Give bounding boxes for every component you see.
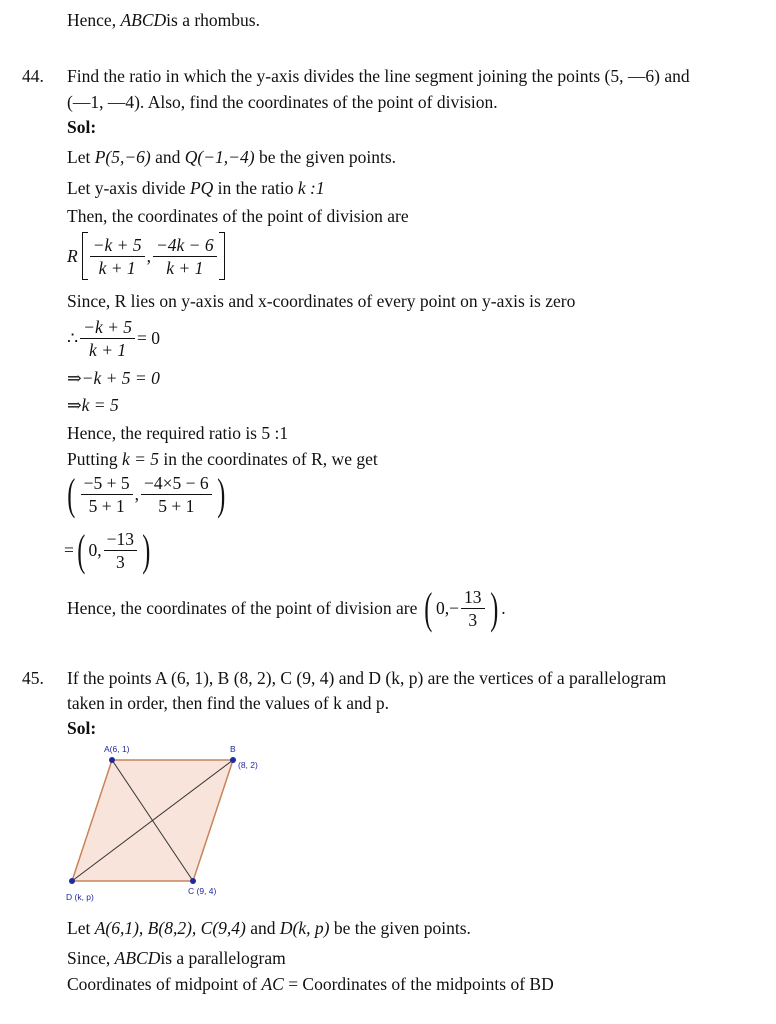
step-then: Then, the coordinates of the point of division are	[67, 206, 409, 226]
point-c	[190, 878, 196, 884]
question-44-line1: Find the ratio in which the y-axis divides the line segment joining the points (5, —6) and	[67, 66, 690, 86]
label-b-coords: (8, 2)	[238, 760, 258, 770]
label-c: C (9, 4)	[188, 886, 217, 896]
step-lies-on-y-axis: Since, R lies on y-axis and x-coordinates of every point on y-axis is zero	[67, 291, 576, 311]
label-a: A(6, 1)	[104, 744, 130, 754]
step-parallelogram: Since, ABCDis a parallelogram	[67, 948, 286, 968]
question-45-line1: If the points A (6, 1), B (8, 2), C (9, 4) and D (k, p) are the vertices of a parallelogram	[67, 668, 667, 688]
question-44-line2: (—1, —4). Also, find the coordinates of the point of division.	[67, 92, 498, 112]
step-putting-k: Putting k = 5 in the coordinates of R, we get	[67, 449, 378, 469]
question-number-45: 45.	[22, 668, 44, 688]
step-given-points-45: Let A(6,1), B(8,2), C(9,4) and D(k, p) be the given points.	[67, 918, 471, 938]
parallelogram-figure	[60, 740, 290, 910]
label-d: D (k, p)	[66, 892, 94, 902]
step-given-points: Let P(5,−6) and Q(−1,−4) be the given points.	[67, 147, 396, 167]
r-label: R	[67, 245, 78, 266]
fraction-y: $\frac{-4k - 6}{k + 1}$	[153, 234, 217, 279]
substituted-coords: ( $\frac{-5 + 5}{5 + 1}$ , $\frac{-4\times 5 - 6}{5 + 1}$ )	[67, 469, 225, 519]
question-number-44: 44.	[22, 66, 44, 86]
result-coords: = ( 0, $\frac{-13}{3}$ )	[64, 525, 151, 575]
prev-conclusion: Hence, ABCDis a rhombus.	[67, 10, 260, 30]
question-45-line2: taken in order, then find the values of k and p.	[67, 693, 389, 713]
fraction-x: $\frac{-k + 5}{k + 1}$	[90, 234, 145, 279]
step-ratio: Let y-axis divide PQ in the ratio k :1	[67, 178, 325, 198]
step-implies-1: ⇒−k + 5 = 0	[67, 368, 160, 388]
step-midpoints: Coordinates of midpoint of AC = Coordinates of the midpoints of BD	[67, 974, 554, 994]
final-point-of-division: Hence, the coordinates of the point of division are ( 0,− $\frac{13}{3}$ ) .	[67, 583, 506, 633]
point-b	[230, 757, 236, 763]
sol-label-44: Sol:	[67, 117, 97, 137]
step-required-ratio: Hence, the required ratio is 5 :1	[67, 423, 289, 443]
point-d	[69, 878, 75, 884]
label-b: B	[230, 744, 236, 754]
point-r-formula: R $\frac{-k + 5}{k + 1}$ , $\frac{-4k - 6}{k + 1}$	[67, 232, 225, 280]
point-a	[109, 757, 115, 763]
equation-x-zero: ∴ $\frac{-k + 5}{k + 1}$ = 0	[67, 317, 161, 360]
step-implies-2: ⇒k = 5	[67, 395, 119, 415]
sol-label-45: Sol:	[67, 718, 97, 738]
